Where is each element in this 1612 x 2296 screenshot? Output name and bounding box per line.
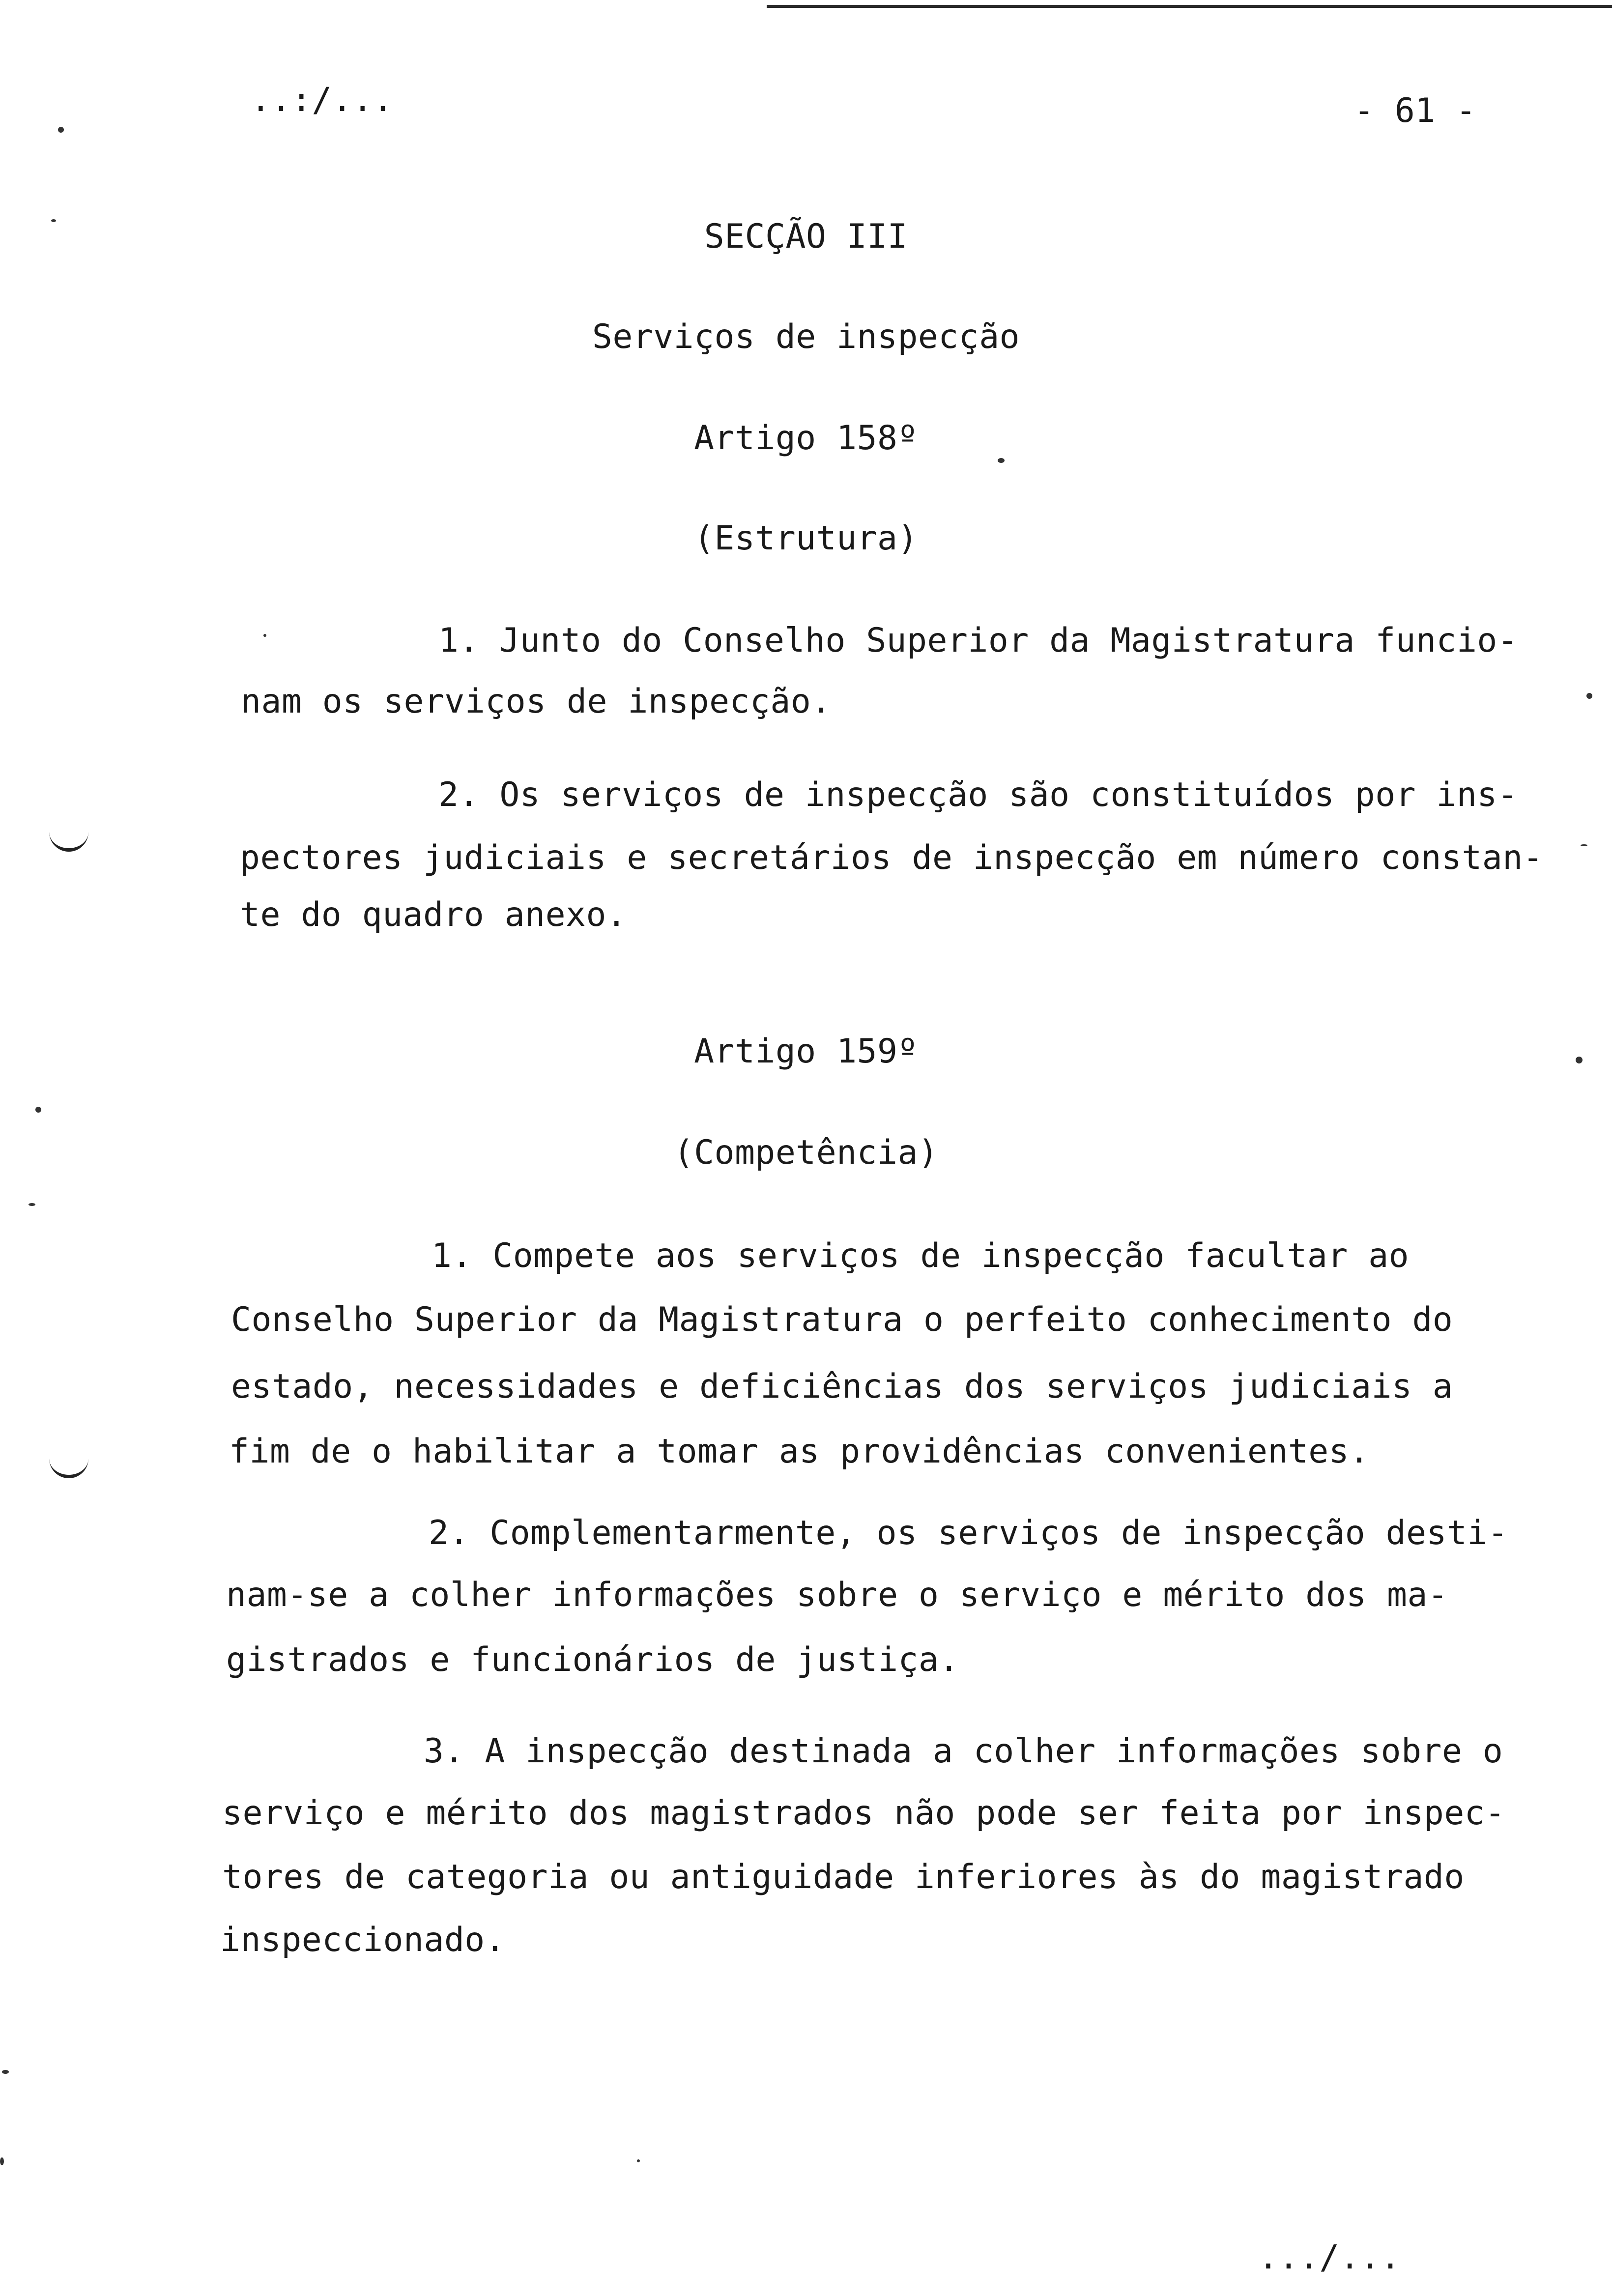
paragraph-line: nam os serviços de inspecção. — [241, 682, 832, 721]
paragraph-line: 2. Os serviços de inspecção são constituídos por ins- — [438, 775, 1518, 814]
paragraph-line: Conselho Superior da Magistratura o perfeito conhecimento do — [231, 1300, 1453, 1339]
scan-speck — [58, 127, 64, 133]
scan-speck — [998, 458, 1005, 463]
section-subtitle: Serviços de inspecção — [592, 317, 1020, 356]
punch-hole-mark — [49, 1457, 88, 1478]
paragraph-line: inspeccionado. — [220, 1921, 506, 1959]
paragraph-line: nam-se a colher informações sobre o serviço e mérito dos ma- — [226, 1576, 1448, 1614]
paragraph-line: 1. Junto do Conselho Superior da Magistratura funcio- — [438, 621, 1518, 660]
article-158-heading: (Estrutura) — [694, 519, 918, 558]
scan-speck — [35, 1107, 41, 1113]
paragraph-line: gistrados e funcionários de justiça. — [226, 1640, 959, 1679]
paragraph-line: serviço e mérito dos magistrados não pode ser feita por inspec- — [222, 1794, 1505, 1833]
paragraph-line: pectores judiciais e secretários de inspecção em número constan- — [240, 838, 1544, 877]
continuation-marker-bottom: .../... — [1258, 2238, 1401, 2277]
paragraph-line: 2. Complementarmente, os serviços de inspecção desti- — [429, 1514, 1508, 1552]
article-159-title: Artigo 159º — [694, 1032, 918, 1071]
scan-speck — [2, 2070, 9, 2074]
section-title: SECÇÃO III — [704, 217, 908, 256]
scan-speck — [1576, 1057, 1583, 1063]
scan-speck — [0, 2157, 4, 2165]
scan-speck — [637, 2159, 640, 2162]
top-edge-rule — [767, 5, 1612, 8]
article-159-heading: (Competência) — [673, 1133, 939, 1172]
paragraph-line: 3. A inspecção destinada a colher informações sobre o — [424, 1732, 1503, 1771]
paragraph-line: tores de categoria ou antiguidade inferiores às do magistrado — [222, 1858, 1465, 1896]
scan-speck — [29, 1203, 35, 1206]
article-158-title: Artigo 158º — [694, 419, 918, 458]
paragraph-line: estado, necessidades e deficiências dos serviços judiciais a — [231, 1367, 1453, 1406]
page-number: - 61 - — [1354, 91, 1476, 130]
punch-hole-mark — [49, 831, 88, 852]
paragraph-line: te do quadro anexo. — [240, 895, 627, 934]
paragraph-line: fim de o habilitar a tomar as providências convenientes. — [229, 1432, 1370, 1471]
scan-speck — [263, 634, 266, 637]
scan-speck — [1586, 693, 1592, 699]
continuation-marker-top: ..:/... — [251, 81, 394, 119]
scan-speck — [51, 219, 56, 222]
scan-speck — [1581, 844, 1587, 846]
paragraph-line: 1. Compete aos serviços de inspecção facultar ao — [432, 1236, 1410, 1275]
